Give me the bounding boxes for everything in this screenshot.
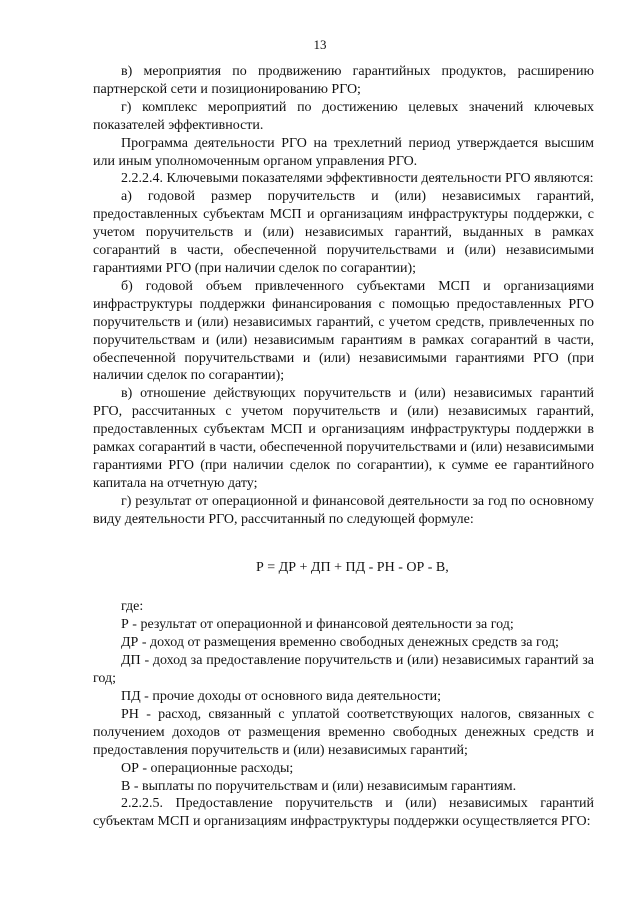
definition-item: Р - результат от операционной и финансовой деятельности за год;: [121, 617, 514, 633]
definition-item: В - выплаты по поручительствам и (или) независимым гарантиям.: [121, 778, 517, 794]
paragraph: Программа деятельности РГО на трехлетний период утверждается высшим или иным уполномоченным органом управления РГО.: [93, 135, 594, 169]
where-label: где:: [121, 599, 144, 615]
definition-item: ПД - прочие доходы от основного вида деятельности;: [121, 689, 442, 704]
paragraph: 2.2.2.4. Ключевыми показателями эффективности деятельности РГО являются:: [121, 171, 594, 187]
document-body: [93, 63, 594, 831]
paragraph: 2.2.2.5. Предоставление поручительств и (или) независимых гарантий субъектам МСП и организациям инфраструктуры поддержки осуществляется РГО:: [93, 796, 594, 830]
paragraph: в) отношение действующих поручительств и (или) независимых гарантий РГО, рассчитанных с учетом поручительств и (или) независимых гарантий, предоставленных субъектам МСП и организациям инфраструктуры поддержки в рамках согарантий в части, обеспеченной поручительствами и (или) независимыми гарантиями РГО (при наличии сделок по согарантии), к сумме ее гарантийного капитала на отчетную дату;: [93, 386, 594, 491]
definition-item: ДР - доход от размещения временно свободных денежных средств за год;: [121, 635, 559, 651]
paragraph: а) годовой размер поручительств и (или) независимых гарантий, предоставленных субъектам МСП и организациям инфраструктуры поддержки, с учетом поручительств и (или) независимых гарантий, выданных в рамках согарантий в части, обеспеченной поручительствами и (или) независимыми гарантиями РГО (при наличии сделок по согарантии);: [93, 189, 594, 276]
definition-item: ДП - доход за предоставление поручительств и (или) независимых гарантий за год;: [93, 653, 594, 687]
formula: Р = ДР + ДП + ПД - РН - ОР - В,: [256, 559, 449, 575]
paragraph: г) результат от операционной и финансовой деятельности за год по основному виду деятельности РГО, рассчитанный по следующей формуле:: [93, 493, 594, 527]
definition-item: РН - расход, связанный с уплатой соответствующих налогов, связанных с получением доходов от размещения временно свободных денежных средств и предоставления поручительств и (или) независимых гарантий;: [93, 706, 594, 758]
paragraph: г) комплекс мероприятий по достижению целевых значений ключевых показателей эффективности.: [93, 99, 594, 133]
paragraph: в) мероприятия по продвижению гарантийных продуктов, расширению партнерской сети и позиционированию РГО;: [93, 64, 594, 97]
paragraph: б) годовой объем привлеченного субъектами МСП и организациями инфраструктуры поддержки финансирования с помощью предоставленных РГО поручительств и (или) независимых гарантий, с учетом средств, привлеченных по поручительствам и (или) независимым гарантиям в рамках согарантий в части, обеспеченной поручительствами и (или) независимыми гарантиями РГО (при наличии сделок по согарантии);: [93, 278, 594, 384]
page-number: 13: [313, 37, 327, 52]
definition-item: ОР - операционные расходы;: [121, 760, 294, 776]
